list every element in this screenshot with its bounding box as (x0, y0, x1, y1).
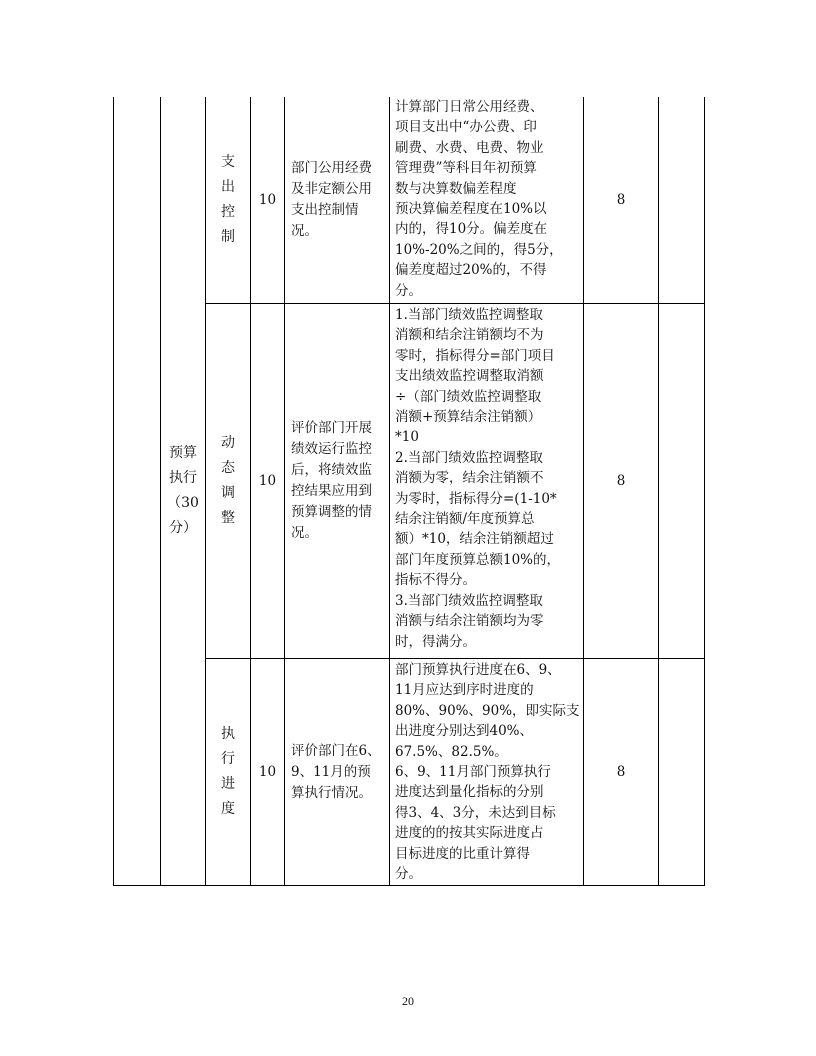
indicator-char: 调 (221, 485, 235, 501)
weight-cell: 10 (258, 763, 277, 780)
standard-cell: 1.当部门绩效监控调整取 消额和结余注销额均不为 零时，指标得分=部门项目 支出绩效监控调整取消额 ÷（部门绩效监控调整取 消额+预算结余注销额） *10 2.当部门绩效监控调整取 消额为零，结余注销额不 为零时，指标得分=(1-10* 结余注销额/年度预算总 额）*10，结余注销额超过 部门年度预算总额10%的， 指标不得分。 3.当部门绩效监控调整取 消额与结余注销额均为零 时，得满分。 (395, 307, 561, 650)
remark-cell (659, 97, 704, 303)
indicator-char: 进 (221, 776, 235, 792)
score-cell: 8 (616, 763, 626, 780)
category-cell (161, 97, 205, 885)
description-cell (285, 97, 389, 303)
category-line: 执行 (168, 470, 197, 486)
indicator-char: 整 (221, 510, 235, 526)
indicator-char: 支 (221, 154, 235, 170)
indicator-char: 制 (221, 229, 235, 245)
indicator-char: 态 (221, 460, 235, 476)
weight-cell: 10 (258, 191, 277, 208)
indicator-char: 出 (221, 179, 235, 195)
description-text: 评价部门在6、9、11月的预算执行情况。 (291, 742, 381, 801)
indicator-char: 动 (221, 435, 235, 451)
category-line: 分） (168, 520, 197, 536)
indicator-cell (206, 659, 250, 885)
description-cell (285, 304, 389, 658)
category-line: 预算 (168, 445, 197, 461)
description-text: 评价部门开展绩效运行监控后，将绩效监控结果应用到预算调整的情况。 (291, 420, 372, 541)
score-cell: 8 (616, 191, 626, 208)
weight-cell: 10 (258, 472, 277, 489)
remark-cell (659, 659, 704, 885)
page-number: 20 (402, 994, 414, 1008)
blank-column-cell (114, 97, 160, 885)
score-cell: 8 (616, 472, 626, 489)
indicator-char: 行 (221, 751, 235, 767)
indicator-cell (206, 97, 250, 303)
description-text: 部门公用经费及非定额公用支出控制情况。 (291, 160, 372, 239)
standard-cell: 计算部门日常公用经费、 项目支出中“办公费、印 刷费、水费、电费、物业 管理费”等科目年初预算 数与决算数偏差程度 预决算偏差程度在10%以 内的，得10分。偏差度在 10%-20%之间的，得5分， 偏差度超过20%的，不得 分。 (395, 99, 563, 299)
category-line: （30 (167, 495, 199, 511)
standard-cell: 部门预算执行进度在6、9、 11月应达到序时进度的 80%、90%、90%，即实际支 出进度分别达到40%、 67.5%、82.5%。 6、9、11月部门预算执行 进度达到量化指标的分别 得3、4、3分，未达到目标 进度的的按其实际进度占 目标进度的比重计算得 分。 (395, 662, 580, 883)
indicator-char: 度 (221, 801, 235, 817)
evaluation-table (113, 97, 705, 886)
description-cell (285, 659, 389, 885)
remark-cell (659, 304, 704, 658)
indicator-cell (206, 304, 250, 658)
indicator-char: 控 (221, 204, 235, 220)
indicator-char: 执 (221, 726, 235, 742)
